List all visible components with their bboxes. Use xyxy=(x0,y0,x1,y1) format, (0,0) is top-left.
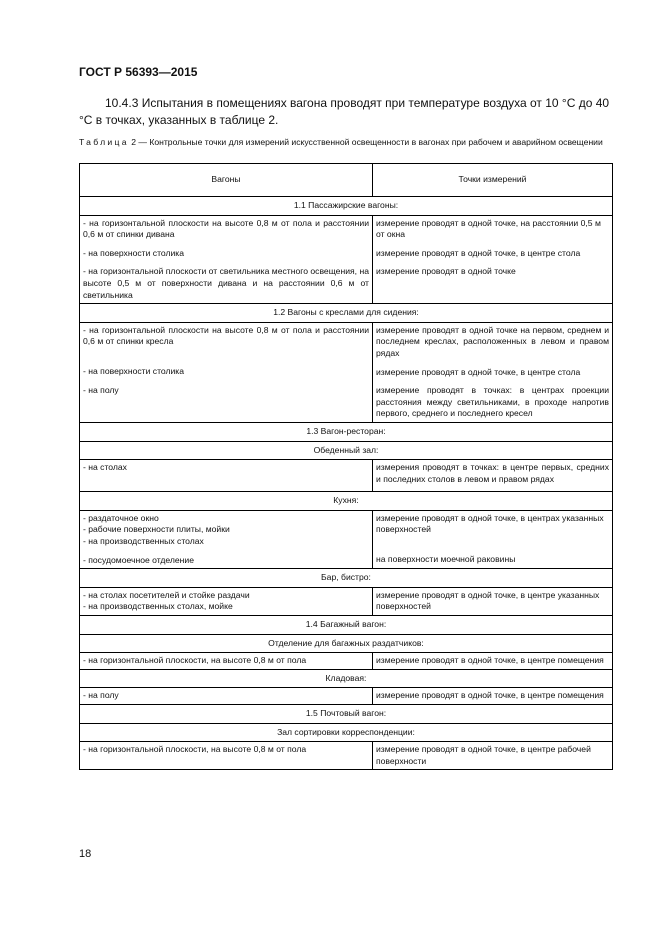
table-row xyxy=(80,460,613,492)
paragraph-10-4-3: 10.4.3 Испытания в помещениях вагона проводят при температуре воздуха от 10 °С до 40 °С в точках, указанных в таблице 2. xyxy=(79,96,610,127)
cell-wagons xyxy=(80,587,373,615)
table-row xyxy=(80,742,613,770)
caption-label: Таблица xyxy=(79,137,129,147)
list-item: - на горизонтальной плоскости от светильника местного освещения, на высоте 0,5 м от поверхности дивана и на расстоянии 0,6 м от светильника xyxy=(83,266,369,300)
list-item: - на поверхности столика xyxy=(83,365,185,376)
list-item: измерение проводят в одной точке на первом, среднем и последнем креслах, расположенных в левом и правом рядах xyxy=(376,324,609,358)
list-item: измерение проводят в одной точке, на расстоянии 0,5 м от окна xyxy=(376,217,601,240)
list-item: измерение проводят в одной точке, в центрах указанных поверхностей xyxy=(376,512,604,535)
list-item: - раздаточное окно xyxy=(83,512,159,523)
list-item: - на полу xyxy=(83,384,119,395)
list-item: - на горизонтальной плоскости на высоте 0,8 м от пола и расстоянии 0,6 м от спинки кресла xyxy=(83,324,369,347)
cell-points xyxy=(373,510,613,568)
cell-points: измерение проводят в одной точке, в центре указанных поверхностей xyxy=(373,587,613,615)
section-title: 1.5 Почтовый вагон: xyxy=(80,705,613,724)
section-title: 1.4 Багажный вагон: xyxy=(80,616,613,635)
cell-wagons xyxy=(80,322,373,422)
list-item: - на производственных столах xyxy=(83,536,204,547)
list-item: измерение проводят в одной точке, в центре стола xyxy=(376,247,581,258)
document-header: ГОСТ Р 56393—2015 xyxy=(79,65,198,79)
table-row xyxy=(80,215,613,304)
section-title: 1.2 Вагоны с креслами для сидения: xyxy=(80,304,613,323)
subsection-title: Бар, бистро: xyxy=(80,569,613,588)
list-item: - посудомоечное отделение xyxy=(83,554,195,565)
table-row xyxy=(80,587,613,615)
cell-wagons xyxy=(80,510,373,568)
table-caption xyxy=(79,137,613,148)
table-row xyxy=(80,322,613,422)
section-title: 1.3 Вагон-ресторан: xyxy=(80,422,613,441)
list-item: - на производственных столах, мойке xyxy=(83,601,233,612)
page-number: 18 xyxy=(79,848,92,860)
list-item: на поверхности моечной раковины xyxy=(376,554,516,565)
caption-text: — Контрольные точки для измерений искусственной освещенности в вагонах при рабочем и аварийном освещении xyxy=(135,137,603,147)
table-row xyxy=(80,653,613,670)
list-item: - на горизонтальной плоскости на высоте 0,8 м от пола и расстоянии 0,6 м от спинки дивана xyxy=(83,217,369,240)
cell-points xyxy=(373,322,613,422)
subsection-title: Обеденный зал: xyxy=(80,441,613,460)
cell-wagons: - на горизонтальной плоскости, на высоте 0,8 м от пола xyxy=(80,653,373,670)
list-item: - на столах посетителей и стойке раздачи xyxy=(83,589,250,600)
cell-points: измерение проводят в одной точке, в центре рабочей поверхности xyxy=(373,742,613,770)
list-item: измерение проводят в одной точке, в центре стола xyxy=(376,366,581,377)
table-header-row xyxy=(80,164,613,197)
header-points: Точки измерений xyxy=(373,164,613,197)
cell-points xyxy=(373,215,613,304)
cell-wagons: - на столах xyxy=(80,460,373,492)
cell-points: измерение проводят в одной точке, в центре помещения xyxy=(373,688,613,705)
subsection-title: Зал сортировки корреспонденции: xyxy=(80,723,613,742)
cell-points: измерения проводят в точках: в центре первых, средних и последних столов в левом и правом рядах xyxy=(373,460,613,492)
subsection-title: Отделение для багажных раздатчиков: xyxy=(80,634,613,653)
subsection-title: Кухня: xyxy=(80,492,613,511)
measurement-points-table xyxy=(79,163,613,770)
list-item: - рабочие поверхности плиты, мойки xyxy=(83,524,230,535)
subsection-title: Кладовая: xyxy=(80,669,613,688)
cell-wagons xyxy=(80,215,373,304)
header-wagons: Вагоны xyxy=(80,164,373,197)
caption-number: 2 xyxy=(131,137,136,147)
table-row xyxy=(80,510,613,568)
list-item: - на поверхности столика xyxy=(83,247,185,258)
list-item: измерение проводят в точках: в центрах проекции расстояния между светильниками, в проходе напротив первого, среднего и последнего кресел xyxy=(376,385,609,419)
cell-wagons: - на горизонтальной плоскости, на высоте 0,8 м от пола xyxy=(80,742,373,770)
table-row xyxy=(80,688,613,705)
cell-points: измерение проводят в одной точке, в центре помещения xyxy=(373,653,613,670)
cell-wagons: - на полу xyxy=(80,688,373,705)
list-item: измерение проводят в одной точке xyxy=(376,266,516,277)
section-title: 1.1 Пассажирские вагоны: xyxy=(80,197,613,216)
